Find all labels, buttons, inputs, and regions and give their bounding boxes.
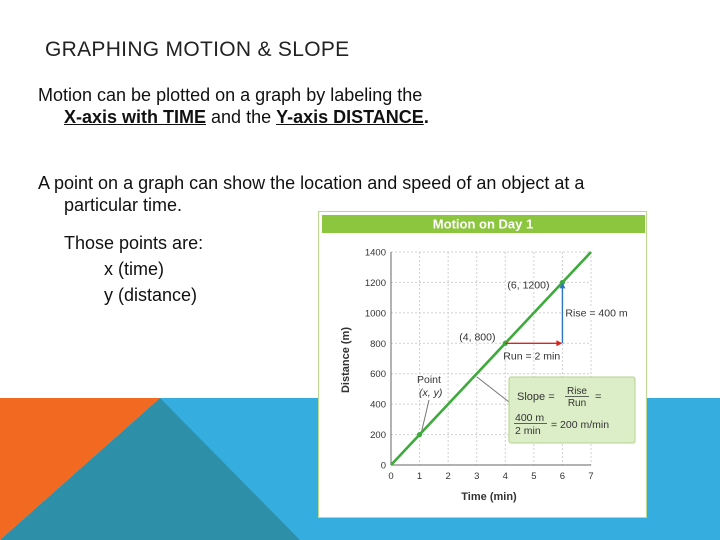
x-tick-label-0: 0: [388, 471, 394, 482]
x-tick-label-7: 7: [588, 471, 594, 482]
x-axis-label: Time (min): [461, 491, 517, 503]
data-point-2: [417, 432, 422, 437]
x-tick-label-2: 2: [445, 471, 451, 482]
calc-result: = 200 m/min: [551, 419, 610, 431]
paragraph-point-meaning: [38, 172, 658, 216]
y-tick-label-800: 800: [370, 338, 386, 350]
y-tick-label-200: 200: [370, 430, 386, 442]
calc-numerator: 400 m: [515, 412, 545, 424]
period-text: .: [423, 107, 429, 127]
chart-svg: [319, 212, 648, 519]
slope-leader-line: [477, 377, 509, 402]
y-tick-label-400: 400: [370, 399, 386, 411]
point-label-4-800: (4, 800): [459, 331, 496, 344]
chart-title: Motion on Day 1: [432, 216, 534, 232]
chart-annotations: [417, 279, 638, 443]
run-label: Run = 2 min: [503, 350, 561, 363]
points-intro: Those points are:: [64, 233, 204, 253]
slope-run: Run: [567, 398, 587, 409]
y-tick-label-600: 600: [370, 369, 386, 381]
point-label-line2: (x, y): [419, 387, 443, 399]
rise-label: Rise = 400 m: [565, 307, 628, 320]
x-tick-label-4: 4: [502, 471, 508, 482]
run-arrow-head: [556, 340, 562, 346]
x-tick-label-1: 1: [416, 471, 423, 482]
y-axis-label: Distance (m): [340, 326, 352, 394]
and-text: and the: [206, 107, 277, 127]
para1-line2: [38, 106, 498, 128]
points-list: [64, 230, 203, 308]
slope-rise: Rise: [566, 386, 588, 397]
x-tick-label-6: 6: [559, 471, 566, 482]
calc-denominator: 2 min: [515, 425, 541, 437]
points-x-item: x (time): [104, 259, 164, 279]
para2-line1: A point on a graph can show the location and speed of an object at a: [38, 173, 585, 193]
slope-label: Slope =: [517, 391, 555, 403]
x-tick-label-3: 3: [474, 471, 480, 482]
points-y-item: y (distance): [104, 285, 198, 305]
paragraph-axis-labels: [38, 84, 498, 128]
y-tick-label-1000: 1000: [364, 308, 386, 320]
y-tick-label-0: 0: [380, 460, 386, 472]
motion-chart: [318, 211, 647, 518]
point-label-line1: Point: [417, 374, 441, 386]
y-tick-label-1200: 1200: [364, 277, 386, 289]
x-tick-label-5: 5: [531, 471, 537, 482]
slope-equals: =: [595, 391, 602, 403]
para1-line1: Motion can be plotted on a graph by labeling the: [38, 85, 423, 105]
y-tick-label-1400: 1400: [364, 247, 386, 259]
point-label-6-1200: (6, 1200): [507, 279, 550, 292]
slide-title: GRAPHING MOTION & SLOPE: [45, 38, 350, 61]
y-axis-distance-text: Y-axis DISTANCE: [276, 107, 424, 127]
x-axis-time-text: X-axis with TIME: [64, 107, 207, 127]
para2-line2: particular time.: [64, 195, 183, 215]
